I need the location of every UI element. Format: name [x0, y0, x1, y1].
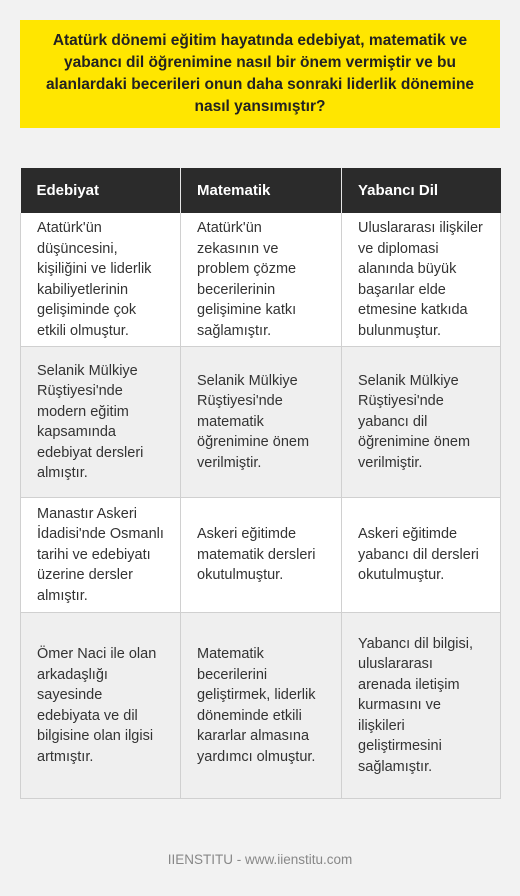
header-yabanci-dil: Yabancı Dil: [342, 168, 501, 213]
table-row: [21, 213, 501, 347]
table-row: [21, 498, 501, 613]
footer-credit: IIENSTITU - www.iienstitu.com: [167, 852, 353, 867]
question-banner: [20, 20, 500, 128]
table-cell: Ömer Naci ile olan arkadaşlığı sayesinde edebiyata ve dil bilgisine olan ilgisi artmıştır.: [21, 613, 181, 799]
table-cell: Uluslararası ilişkiler ve diplomasi alanında büyük başarılar elde etmesine katkıda bulunmuştur.: [342, 213, 501, 347]
question-text: Atatürk dönemi eğitim hayatında edebiyat, matematik ve yabancı dil öğrenimine nasıl bir önem vermiştir ve bu alanlardaki becerileri onun daha sonraki liderlik dönemine nasıl yansımıştır?: [45, 32, 475, 115]
table-row: [21, 347, 501, 498]
table-cell: Matematik becerilerini geliştirmek, liderlik döneminde etkili kararlar almasına yardımcı olmuştur.: [181, 613, 342, 799]
table-cell: Atatürk'ün düşüncesini, kişiliğini ve liderlik kabiliyetlerinin gelişiminde çok etkili olmuştur.: [21, 213, 181, 347]
table-cell: Yabancı dil bilgisi, uluslararası arenada iletişim kurmasını ve ilişkileri geliştirmesini sağlamıştır.: [342, 613, 501, 799]
table-cell: Selanik Mülkiye Rüştiyesi'nde matematik öğrenimine önem verilmiştir.: [181, 347, 342, 498]
table-cell: Selanik Mülkiye Rüştiyesi'nde modern eğitim kapsamında edebiyat dersleri almıştır.: [21, 347, 181, 498]
comparison-table-container: [20, 168, 500, 799]
table-cell: Askeri eğitimde yabancı dil dersleri okutulmuştur.: [342, 498, 501, 613]
table-row: [21, 613, 501, 799]
header-edebiyat: Edebiyat: [21, 168, 181, 213]
table-cell: Manastır Askeri İdadisi'nde Osmanlı tarihi ve edebiyatı üzerine dersler almıştır.: [21, 498, 181, 613]
header-matematik: Matematik: [181, 168, 342, 213]
table-cell: Askeri eğitimde matematik dersleri okutulmuştur.: [181, 498, 342, 613]
table-cell: Atatürk'ün zekasının ve problem çözme becerilerinin gelişimine katkı sağlamıştır.: [181, 213, 342, 347]
table-header-row: [21, 168, 501, 213]
comparison-table: [20, 168, 501, 799]
table-cell: Selanik Mülkiye Rüştiyesi'nde yabancı dil öğrenimine önem verilmiştir.: [342, 347, 501, 498]
